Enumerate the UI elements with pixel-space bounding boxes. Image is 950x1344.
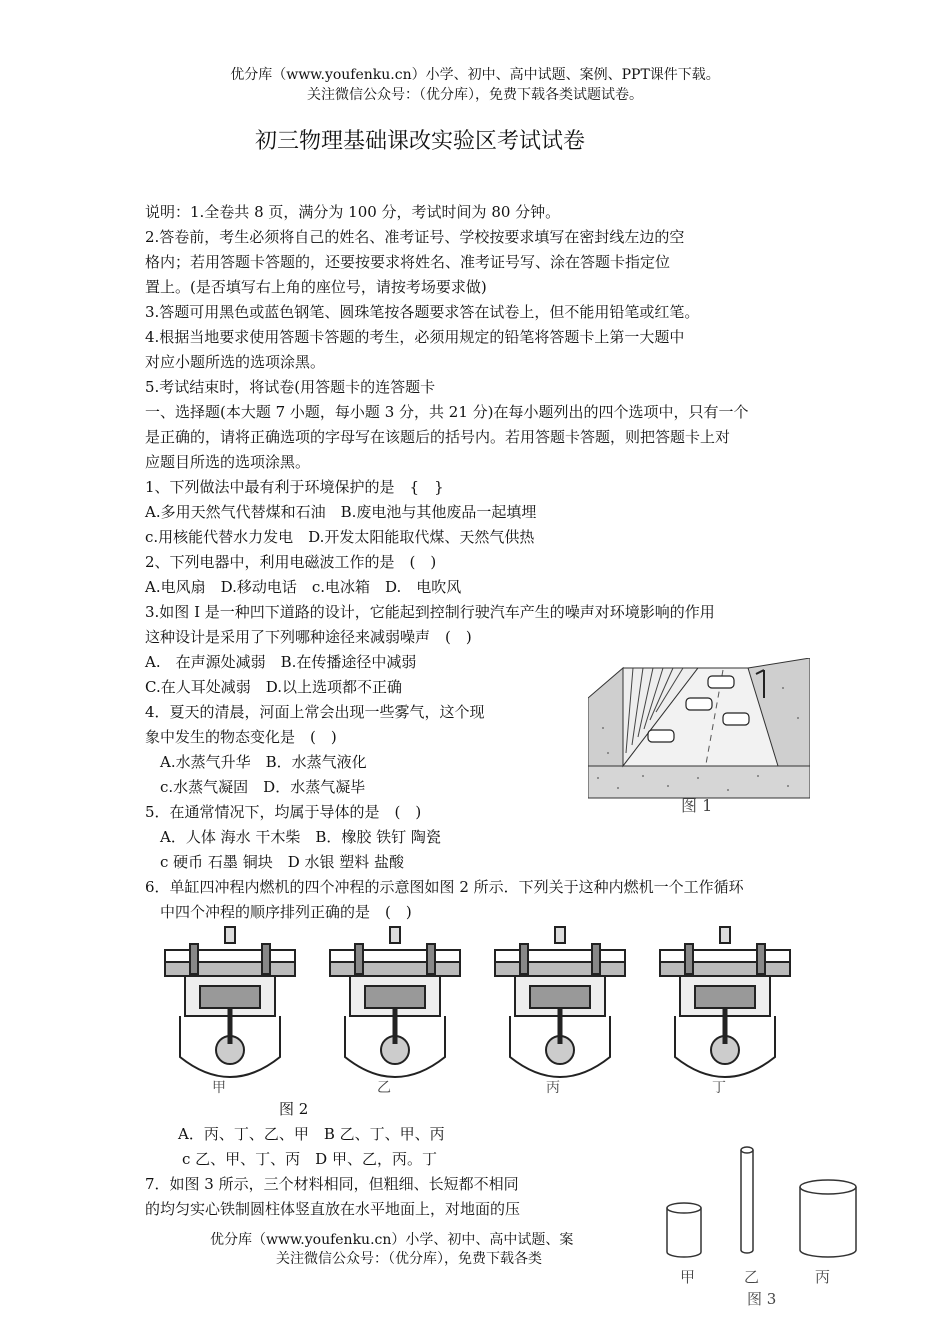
question-3-cont: 这种设计是采用了下列哪种途径来减弱噪声 ( )	[145, 628, 472, 646]
text-line: 置上。(是否填写右上角的座位号，请按考场要求做)	[145, 278, 487, 296]
footer-line-2: 关注微信公众号：（优分库），免费下载各类	[276, 1251, 542, 1267]
question-5-options-b: c 硬币 石墨 铜块 D 水银 塑料 盐酸	[145, 853, 405, 871]
text-line: 应题目所选的选项涂黑。	[145, 453, 311, 471]
figure-2-engine-strokes	[155, 922, 815, 1097]
figure-2-label-yi: 乙	[377, 1080, 391, 1096]
figure-3-label-yi: 乙	[744, 1268, 760, 1286]
engine-stroke-0	[165, 927, 295, 1077]
text-line: 5.考试结束时，将试卷(用答题卡的连答题卡	[145, 378, 436, 396]
text-line: 3.答题可用黑色或蓝色钢笔、圆珠笔按各题要求答在试卷上，但不能用铅笔或红笔。	[145, 303, 700, 321]
question-3: 3.如图 I 是一种凹下道路的设计，它能起到控制行驶汽车产生的噪声对环境影响的作用	[145, 603, 715, 621]
text-line: 对应小题所选的选项涂黑。	[145, 353, 326, 371]
figure-1-caption: 图 1	[681, 796, 713, 815]
figure-3-caption: 图 3	[747, 1290, 777, 1308]
question-6-options-b: c 乙、甲、丁、丙 D 甲、乙，丙。丁	[182, 1150, 437, 1168]
text-line: 说明：1.全卷共 8 页，满分为 100 分，考试时间为 80 分钟。	[145, 203, 561, 221]
question-6-cont: 中四个冲程的顺序排列正确的是 ( )	[145, 903, 412, 921]
text-line: 4.根据当地要求使用答题卡答题的考生，必须用规定的铅笔将答题卡上第一大题中	[145, 328, 685, 346]
question-3-options-b: C.在人耳处减弱 D.以上选项都不正确	[145, 678, 402, 696]
figure-2-label-ding: 丁	[712, 1080, 726, 1096]
figure-3-cylinders	[655, 1140, 865, 1265]
question-4-options-a: A.水蒸气升华 B．水蒸气液化	[145, 753, 367, 771]
question-5-options-a: A．人体 海水 干木柴 B．橡胶 铁钉 陶瓷	[145, 828, 441, 846]
text-line: 格内；若用答题卡答题的，还要按要求将姓名、准考证号写、涂在答题卡指定位	[145, 253, 671, 271]
question-6-options-a: A．丙、丁、乙、甲 B 乙、丁、甲、丙	[178, 1125, 445, 1143]
figure-2-label-jia: 甲	[212, 1080, 226, 1096]
engine-stroke-2	[495, 927, 625, 1077]
text-line: 2.答卷前，考生必须将自己的姓名、准考证号、学校按要求填写在密封线左边的空	[145, 228, 685, 246]
question-4-options-b: c.水蒸气凝固 D．水蒸气凝毕	[145, 778, 366, 796]
engine-stroke-1	[330, 927, 460, 1077]
question-4-cont: 象中发生的物态变化是 ( )	[145, 728, 337, 746]
figure-3-label-jia: 甲	[680, 1268, 696, 1286]
question-1-options-a: A.多用天然气代替煤和石油 B.废电池与其他废品一起填埋	[145, 503, 537, 521]
page-title: 初三物理基础课改实验区考试试卷	[254, 129, 585, 154]
section-heading: 一、选择题(本大题 7 小题，每小题 3 分，共 21 分)在每小题列出的四个选项中，只有一个	[145, 403, 749, 421]
header-line-1: 优分库（www.youfenku.cn）小学、初中、高中试题、案例、PPT课件下载。	[230, 67, 720, 83]
figure-2-caption: 图 2	[279, 1100, 309, 1118]
header-line-2: 关注微信公众号：（优分库），免费下载各类试题试卷。	[307, 87, 643, 103]
question-7: 7．如图 3 所示，三个材料相同，但粗细、长短都不相同	[145, 1175, 519, 1193]
figure-2-label-bing: 丙	[546, 1080, 560, 1096]
question-2: 2、下列电器中，利用电磁波工作的是 ( )	[145, 553, 437, 571]
question-1: 1、下列做法中最有利于环境保护的是 { }	[145, 478, 444, 496]
question-2-options: A.电风扇 D.移动电话 c.电冰箱 D. 电吹风	[145, 578, 462, 596]
footer-line-1: 优分库（www.youfenku.cn）小学、初中、高中试题、案	[210, 1232, 574, 1248]
engine-stroke-3	[660, 927, 790, 1077]
text-line: 是正确的，请将正确选项的字母写在该题后的括号内。若用答题卡答题，则把答题卡上对	[145, 428, 731, 446]
question-3-options-a: A. 在声源处减弱 B.在传播途径中减弱	[145, 653, 417, 671]
question-6: 6．单缸四冲程内燃机的四个冲程的示意图如图 2 所示．下列关于这种内燃机一个工作循环	[145, 878, 744, 896]
question-4: 4．夏天的清晨，河面上常会出现一些雾气，这个现	[145, 703, 485, 721]
question-7-cont: 的均匀实心铁制圆柱体竖直放在水平地面上，对地面的压	[145, 1200, 521, 1218]
question-5: 5．在通常情况下，均属于导体的是 ( )	[145, 803, 422, 821]
figure-3-label-bing: 丙	[815, 1268, 831, 1286]
question-1-options-b: c.用核能代替水力发电 D.开发太阳能取代煤、天然气供热	[145, 528, 535, 546]
